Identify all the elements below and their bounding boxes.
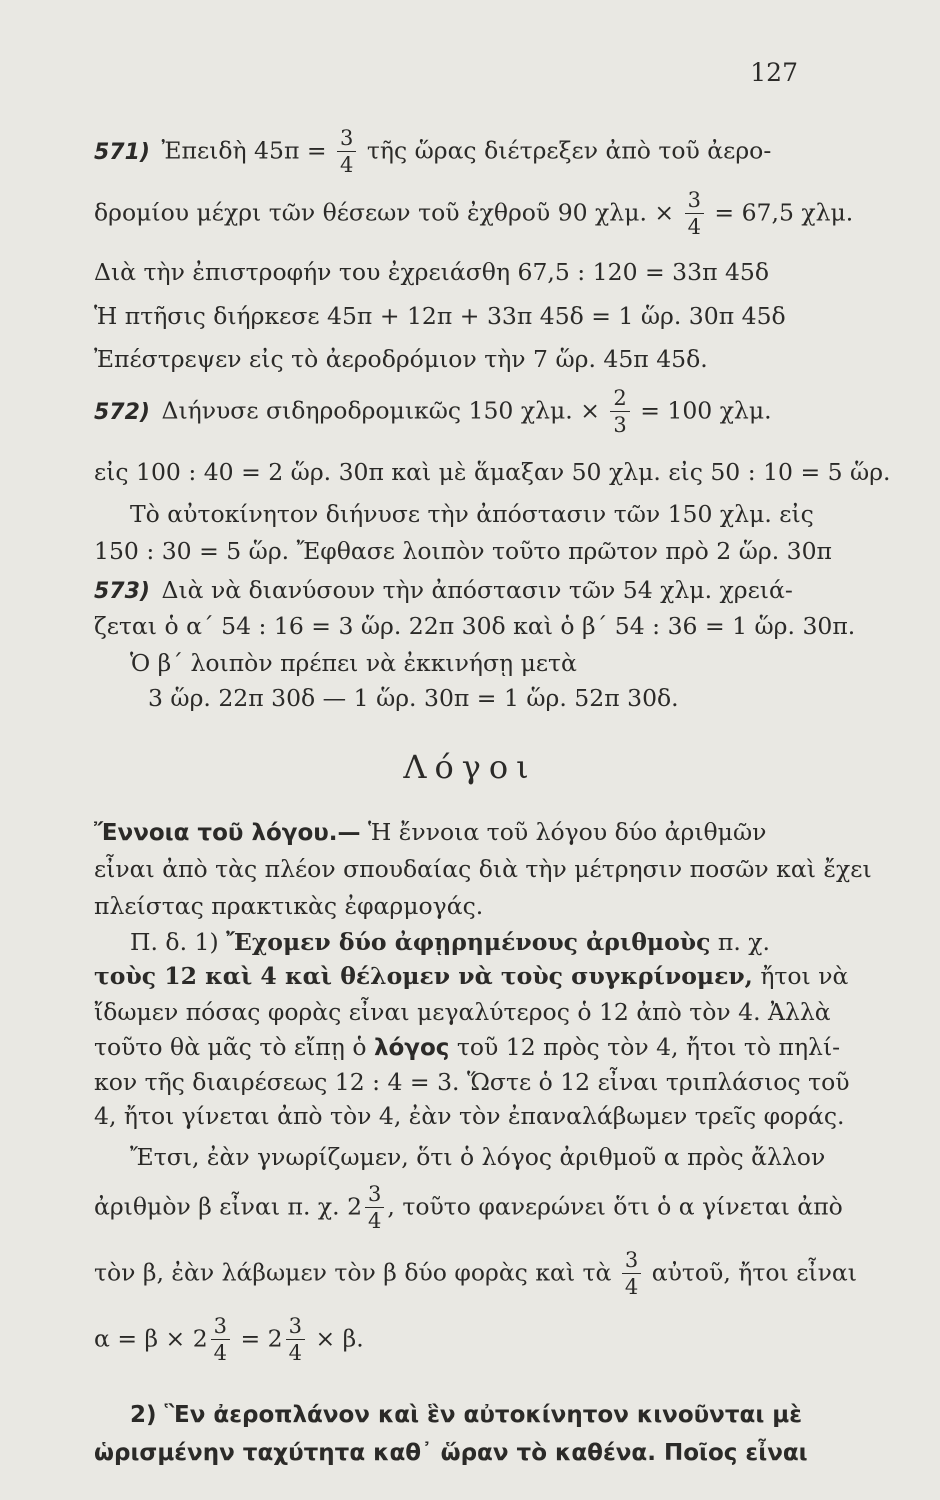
example-1-line-4: τοῦτο θὰ μᾶς τὸ εἴπῃ ὁ λόγος τοῦ 12 πρὸς τὸν 4, ἤτοι τὸ πηλί- bbox=[94, 1033, 841, 1061]
fraction: $\frac{3}{4}$ bbox=[286, 1316, 305, 1364]
definition-line-1: Ἔννοια τοῦ λόγου.— Ἡ ἔννοια τοῦ λόγου δύο ἀριθμῶν bbox=[94, 818, 767, 846]
definition-title: Ἔννοια τοῦ λόγου.— bbox=[94, 820, 361, 846]
page-number: 127 bbox=[750, 58, 798, 87]
problem-label-573: 573) bbox=[94, 579, 150, 604]
problem-572-line-2: εἰς 100 : 40 = 2 ὥρ. 30π καὶ μὲ ἅμαξαν 50 χλμ. εἰς 50 : 10 = 5 ὥρ. bbox=[94, 458, 891, 486]
example-2-line-2: ὡρισμένην ταχύτητα καθ᾽ ὥραν τὸ καθένα. Ποῖος εἶναι bbox=[94, 1440, 808, 1466]
fraction: $\frac{3}{4}$ bbox=[337, 128, 356, 176]
problem-572-line-1: 572) Διήνυσε σιδηροδρομικῶς 150 χλμ. × $\frac{2}{3}$ = 100 χλμ. bbox=[94, 386, 772, 437]
problem-571-line-2: δρομίου μέχρι τῶν θέσεων τοῦ ἐχθροῦ 90 χλμ. × $\frac{3}{4}$ = 67,5 χλμ. bbox=[94, 188, 854, 239]
problem-573-line-2: ζεται ὁ α΄ 54 : 16 = 3 ὥρ. 22π 30δ καὶ ὁ β΄ 54 : 36 = 1 ὥρ. 30π. bbox=[94, 612, 856, 640]
fraction: $\frac{3}{4}$ bbox=[622, 1250, 641, 1298]
fraction: $\frac{3}{4}$ bbox=[365, 1184, 384, 1232]
example-2-line-1: 2) Ἓν ἀεροπλάνον καὶ ἓν αὐτοκίνητον κινοῦνται μὲ bbox=[130, 1402, 803, 1428]
problem-571-line-5: Ἐπέστρεψεν εἰς τὸ ἀεροδρόμιον τὴν 7 ὥρ. 45π 45δ. bbox=[94, 345, 708, 373]
problem-573-line-4: 3 ὥρ. 22π 30δ — 1 ὥρ. 30π = 1 ὥρ. 52π 30δ. bbox=[148, 684, 679, 712]
fraction: $\frac{3}{4}$ bbox=[685, 190, 704, 238]
example-1-line-2: τοὺς 12 καὶ 4 καὶ θέλομεν νὰ τοὺς συγκρίνομεν, ἤτοι νὰ bbox=[94, 962, 849, 990]
problem-572-line-3: Τὸ αὐτοκίνητον διήνυσε τὴν ἀπόστασιν τῶν 150 χλμ. εἰς bbox=[130, 500, 814, 528]
example-1-line-5: κον τῆς διαιρέσεως 12 : 4 = 3. Ὥστε ὁ 12 εἶναι τριπλάσιος τοῦ bbox=[94, 1068, 850, 1096]
problem-label-572: 572) bbox=[94, 399, 150, 425]
definition-line-2: εἶναι ἀπὸ τὰς πλέον σπουδαίας διὰ τὴν μέτρησιν ποσῶν καὶ ἔχει bbox=[94, 855, 872, 883]
example-1-line-7: Ἔτσι, ἐὰν γνωρίζωμεν, ὅτι ὁ λόγος ἀριθμοῦ α πρὸς ἄλλον bbox=[130, 1143, 826, 1171]
problem-572-line-4: 150 : 30 = 5 ὥρ. Ἔφθασε λοιπὸν τοῦτο πρῶτον πρὸ 2 ὥρ. 30π bbox=[94, 537, 832, 565]
problem-571-line-4: Ἡ πτῆσις διήρκεσε 45π + 12π + 33π 45δ = 1 ὥρ. 30π 45δ bbox=[94, 302, 786, 330]
section-heading: Λόγοι bbox=[403, 748, 537, 786]
example-1-line-1: Π. δ. 1) Ἔχομεν δύο ἀφῃρημένους ἀριθμοὺς π. χ. bbox=[130, 928, 770, 956]
example-1-line-8: ἀριθμὸν β εἶναι π. χ. 2 $\frac{3}{4}$ , τοῦτο φανερώνει ὅτι ὁ α γίνεται ἀπὸ bbox=[94, 1182, 843, 1233]
fraction: $\frac{2}{3}$ bbox=[610, 388, 629, 436]
example-1-line-9: τὸν β, ἐὰν λάβωμεν τὸν β δύο φορὰς καὶ τὰ $\frac{3}{4}$ αὐτοῦ, ἤτοι εἶναι bbox=[94, 1248, 857, 1299]
definition-line-3: πλείστας πρακτικὰς ἐφαρμογάς. bbox=[94, 892, 484, 920]
fraction: $\frac{3}{4}$ bbox=[211, 1316, 230, 1364]
problem-571-line-1: 571) Ἐπειδὴ 45π = $\frac{3}{4}$ τῆς ὥρας διέτρεξεν ἀπὸ τοῦ ἀερο- bbox=[94, 126, 772, 177]
problem-573-line-3: Ὁ β΄ λοιπὸν πρέπει νὰ ἐκκινήσῃ μετὰ bbox=[130, 649, 577, 677]
example-1-line-6: 4, ἤτοι γίνεται ἀπὸ τὸν 4, ἐὰν τὸν ἐπαναλάβωμεν τρεῖς φοράς. bbox=[94, 1102, 845, 1130]
example-1-line-3: ἴδωμεν πόσας φορὰς εἶναι μεγαλύτερος ὁ 12 ἀπὸ τὸν 4. Ἀλλὰ bbox=[94, 998, 831, 1026]
problem-label-571: 571) bbox=[94, 139, 150, 165]
problem-571-line-3: Διὰ τὴν ἐπιστροφήν του ἐχρειάσθη 67,5 : 120 = 33π 45δ bbox=[94, 258, 770, 286]
problem-573-line-1: 573) Διὰ νὰ διανύσουν τὴν ἀπόστασιν τῶν 54 χλμ. χρειά- bbox=[94, 576, 793, 604]
example-1-formula: α = β × 2 $\frac{3}{4}$ = 2 $\frac{3}{4}$ × β. bbox=[94, 1314, 364, 1365]
